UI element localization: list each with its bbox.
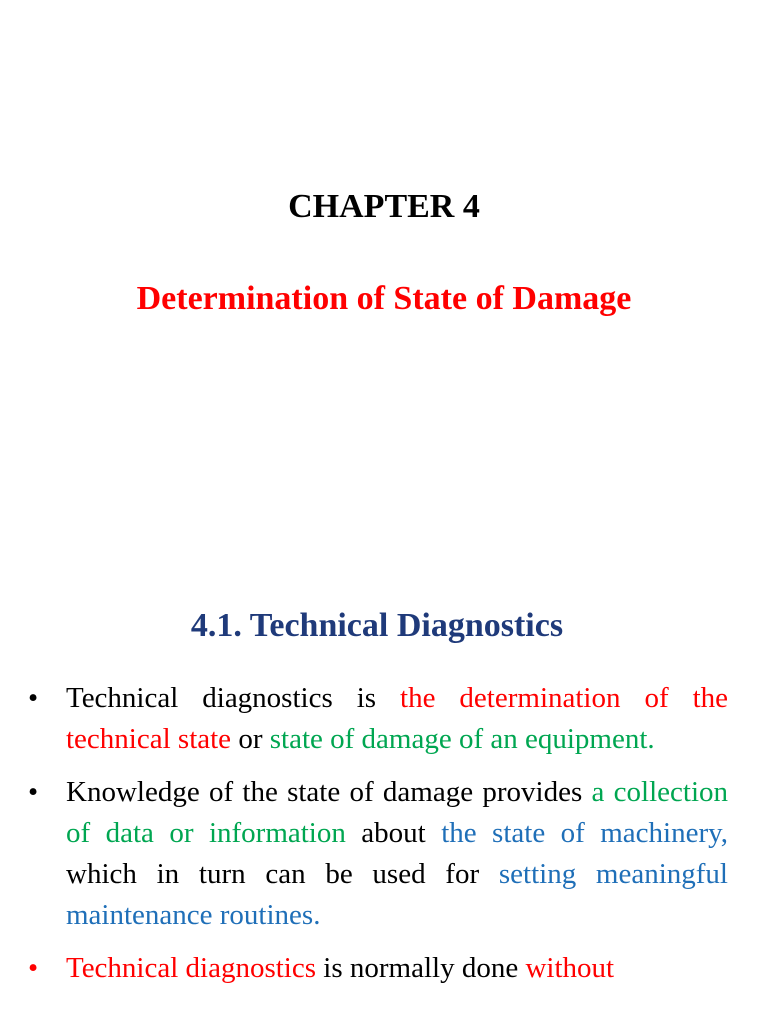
bullet-item: [0, 772, 768, 936]
bullet-text-segment: without: [525, 952, 615, 984]
section-heading: 4.1. Technical Diagnostics: [190, 607, 564, 644]
bullet-text-segment: which in turn can be used for: [66, 858, 499, 890]
bullet-text-segment: about: [345, 817, 442, 849]
bullet-text-segment: Technical diagnostics: [66, 952, 317, 984]
chapter-label: CHAPTER 4: [288, 188, 480, 225]
bullet-marker: •: [28, 682, 39, 714]
bullet-text-segment: Knowledge of the state of damage provides: [66, 776, 592, 808]
chapter-title: Determination of State of Damage: [136, 280, 632, 317]
bullet-text-segment: the determination of the technical state: [66, 682, 729, 755]
bullet-text-segment: Technical diagnostics is: [66, 682, 401, 714]
bullet-text-segment: setting meaningful maintenance routines.: [66, 858, 728, 931]
bullet-item: [0, 948, 768, 989]
bullet-marker: •: [28, 776, 39, 808]
bullet-text-segment: the state of machinery,: [441, 817, 728, 849]
bullet-marker: •: [28, 952, 39, 984]
bullet-text-segment: or: [231, 723, 270, 755]
bullet-item: [0, 678, 768, 760]
bullet-text-segment: is normally done: [316, 952, 526, 984]
bullet-text-segment: state of damage of an equipment.: [269, 723, 655, 755]
bullet-text-segment: a collection of data or information: [66, 776, 728, 849]
bullet-list: [0, 678, 768, 1001]
